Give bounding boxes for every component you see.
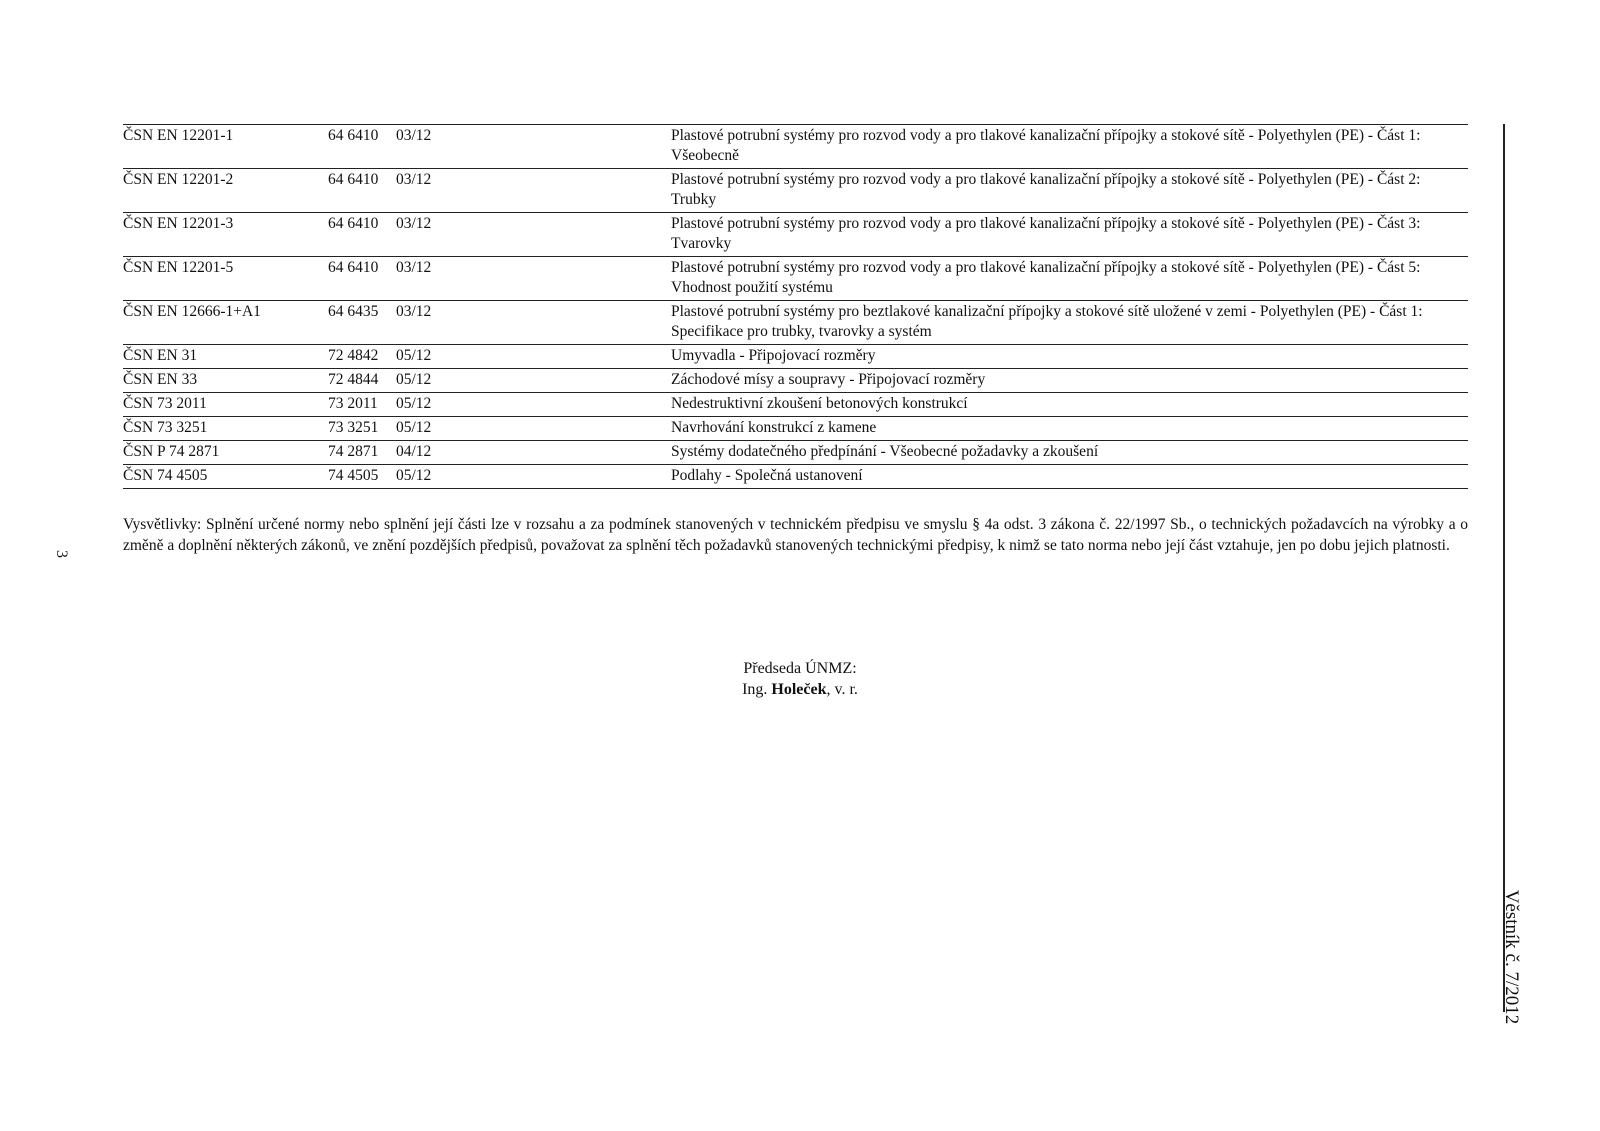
standard-date: 03/12 — [396, 171, 432, 188]
standard-code: 73 3251 — [328, 419, 379, 436]
journal-label: Věstník č. 7/2012 — [1501, 889, 1522, 1025]
explanatory-note: Vysvětlivky: Splnění určené normy nebo splnění její části lze v rozsahu a za podmínek stanovených v technickém předpisu ve smyslu § 4a odst. 3 zákona č. 22/1997 Sb., o technických požadavcích na výrobky a o změně a doplnění některých zákonů, ve znění pozdějších předpisů, považovat za splnění těch požadavků stanovených technickými předpisy, k nimž se tato norma nebo její část vztahuje, jen po dobu jejich platnosti. — [123, 516, 1468, 554]
standard-code: 73 2011 — [328, 395, 378, 412]
signature-name: Holeček — [771, 681, 827, 698]
standard-id: ČSN EN 12201-2 — [123, 171, 234, 188]
standard-title: Podlahy - Společná ustanovení — [671, 467, 863, 484]
signature-role: Předseda ÚNMZ: — [743, 660, 857, 677]
table-row — [123, 345, 1468, 369]
table-row — [123, 125, 1468, 169]
signature-prefix: Ing. — [742, 681, 768, 698]
standard-title: Systémy dodatečného předpínání - Všeobecné požadavky a zkoušení — [671, 443, 1099, 460]
standard-id: ČSN 74 4505 — [123, 467, 208, 484]
standard-code: 74 2871 — [328, 443, 379, 460]
standard-code: 64 6435 — [328, 303, 379, 320]
standard-id: ČSN EN 12201-5 — [123, 259, 234, 276]
standard-date: 05/12 — [396, 395, 432, 412]
standards-table — [123, 124, 1468, 489]
signature-block — [600, 658, 1000, 700]
table-row — [123, 417, 1468, 441]
table-row — [123, 213, 1468, 257]
standard-title: Plastové potrubní systémy pro rozvod vody a pro tlakové kanalizační přípojky a stokové sítě - Polyethylen (PE) - Část 2: Trubky — [671, 171, 1421, 208]
standard-code: 74 4505 — [328, 467, 379, 484]
signature-name-line — [600, 679, 1000, 700]
table-row — [123, 301, 1468, 345]
standard-date: 05/12 — [396, 371, 432, 388]
standard-date: 04/12 — [396, 443, 432, 460]
standard-title: Nedestruktivní zkoušení betonových konstrukcí — [671, 395, 968, 412]
standard-code: 64 6410 — [328, 259, 379, 276]
standard-date: 03/12 — [396, 215, 432, 232]
table-row — [123, 257, 1468, 301]
standard-id: ČSN 73 3251 — [123, 419, 208, 436]
standard-id: ČSN EN 12201-3 — [123, 215, 234, 232]
standard-title: Plastové potrubní systémy pro beztlakové kanalizační přípojky a stokové sítě uložené v zemi - Polyethylen (PE) - Část 1: Specifikace pro trubky, tvarovky a systém — [671, 303, 1423, 340]
standard-date: 05/12 — [396, 467, 432, 484]
standard-title: Plastové potrubní systémy pro rozvod vody a pro tlakové kanalizační přípojky a stokové sítě - Polyethylen (PE) - Část 3: Tvarovky — [671, 215, 1421, 252]
table-row — [123, 465, 1468, 489]
standard-date: 03/12 — [396, 259, 432, 276]
standard-date: 03/12 — [396, 303, 432, 320]
standard-id: ČSN P 74 2871 — [123, 443, 220, 460]
table-row — [123, 393, 1468, 417]
standard-id: ČSN EN 31 — [123, 347, 198, 364]
side-rule — [1503, 124, 1505, 1012]
standard-id: ČSN EN 12201-1 — [123, 127, 234, 144]
standard-code: 64 6410 — [328, 215, 379, 232]
standard-code: 72 4844 — [328, 371, 379, 388]
table-row — [123, 441, 1468, 465]
standard-id: ČSN 73 2011 — [123, 395, 207, 412]
standard-code: 64 6410 — [328, 171, 379, 188]
standard-title: Záchodové mísy a soupravy - Připojovací rozměry — [671, 371, 986, 388]
standard-date: 03/12 — [396, 127, 432, 144]
standard-date: 05/12 — [396, 419, 432, 436]
standard-id: ČSN EN 33 — [123, 371, 198, 388]
table-row — [123, 369, 1468, 393]
signature-suffix: , v. r. — [826, 681, 858, 698]
standard-title: Navrhování konstrukcí z kamene — [671, 419, 877, 436]
standard-code: 72 4842 — [328, 347, 379, 364]
page-number: 3 — [53, 550, 70, 558]
table-row — [123, 169, 1468, 213]
standard-id: ČSN EN 12666-1+A1 — [123, 303, 261, 320]
standard-date: 05/12 — [396, 347, 432, 364]
standard-title: Plastové potrubní systémy pro rozvod vody a pro tlakové kanalizační přípojky a stokové sítě - Polyethylen (PE) - Část 5: Vhodnost použití systému — [671, 259, 1421, 296]
standard-code: 64 6410 — [328, 127, 379, 144]
standard-title: Umyvadla - Připojovací rozměry — [671, 347, 876, 364]
standard-title: Plastové potrubní systémy pro rozvod vody a pro tlakové kanalizační přípojky a stokové sítě - Polyethylen (PE) - Část 1: Všeobecně — [671, 127, 1421, 164]
